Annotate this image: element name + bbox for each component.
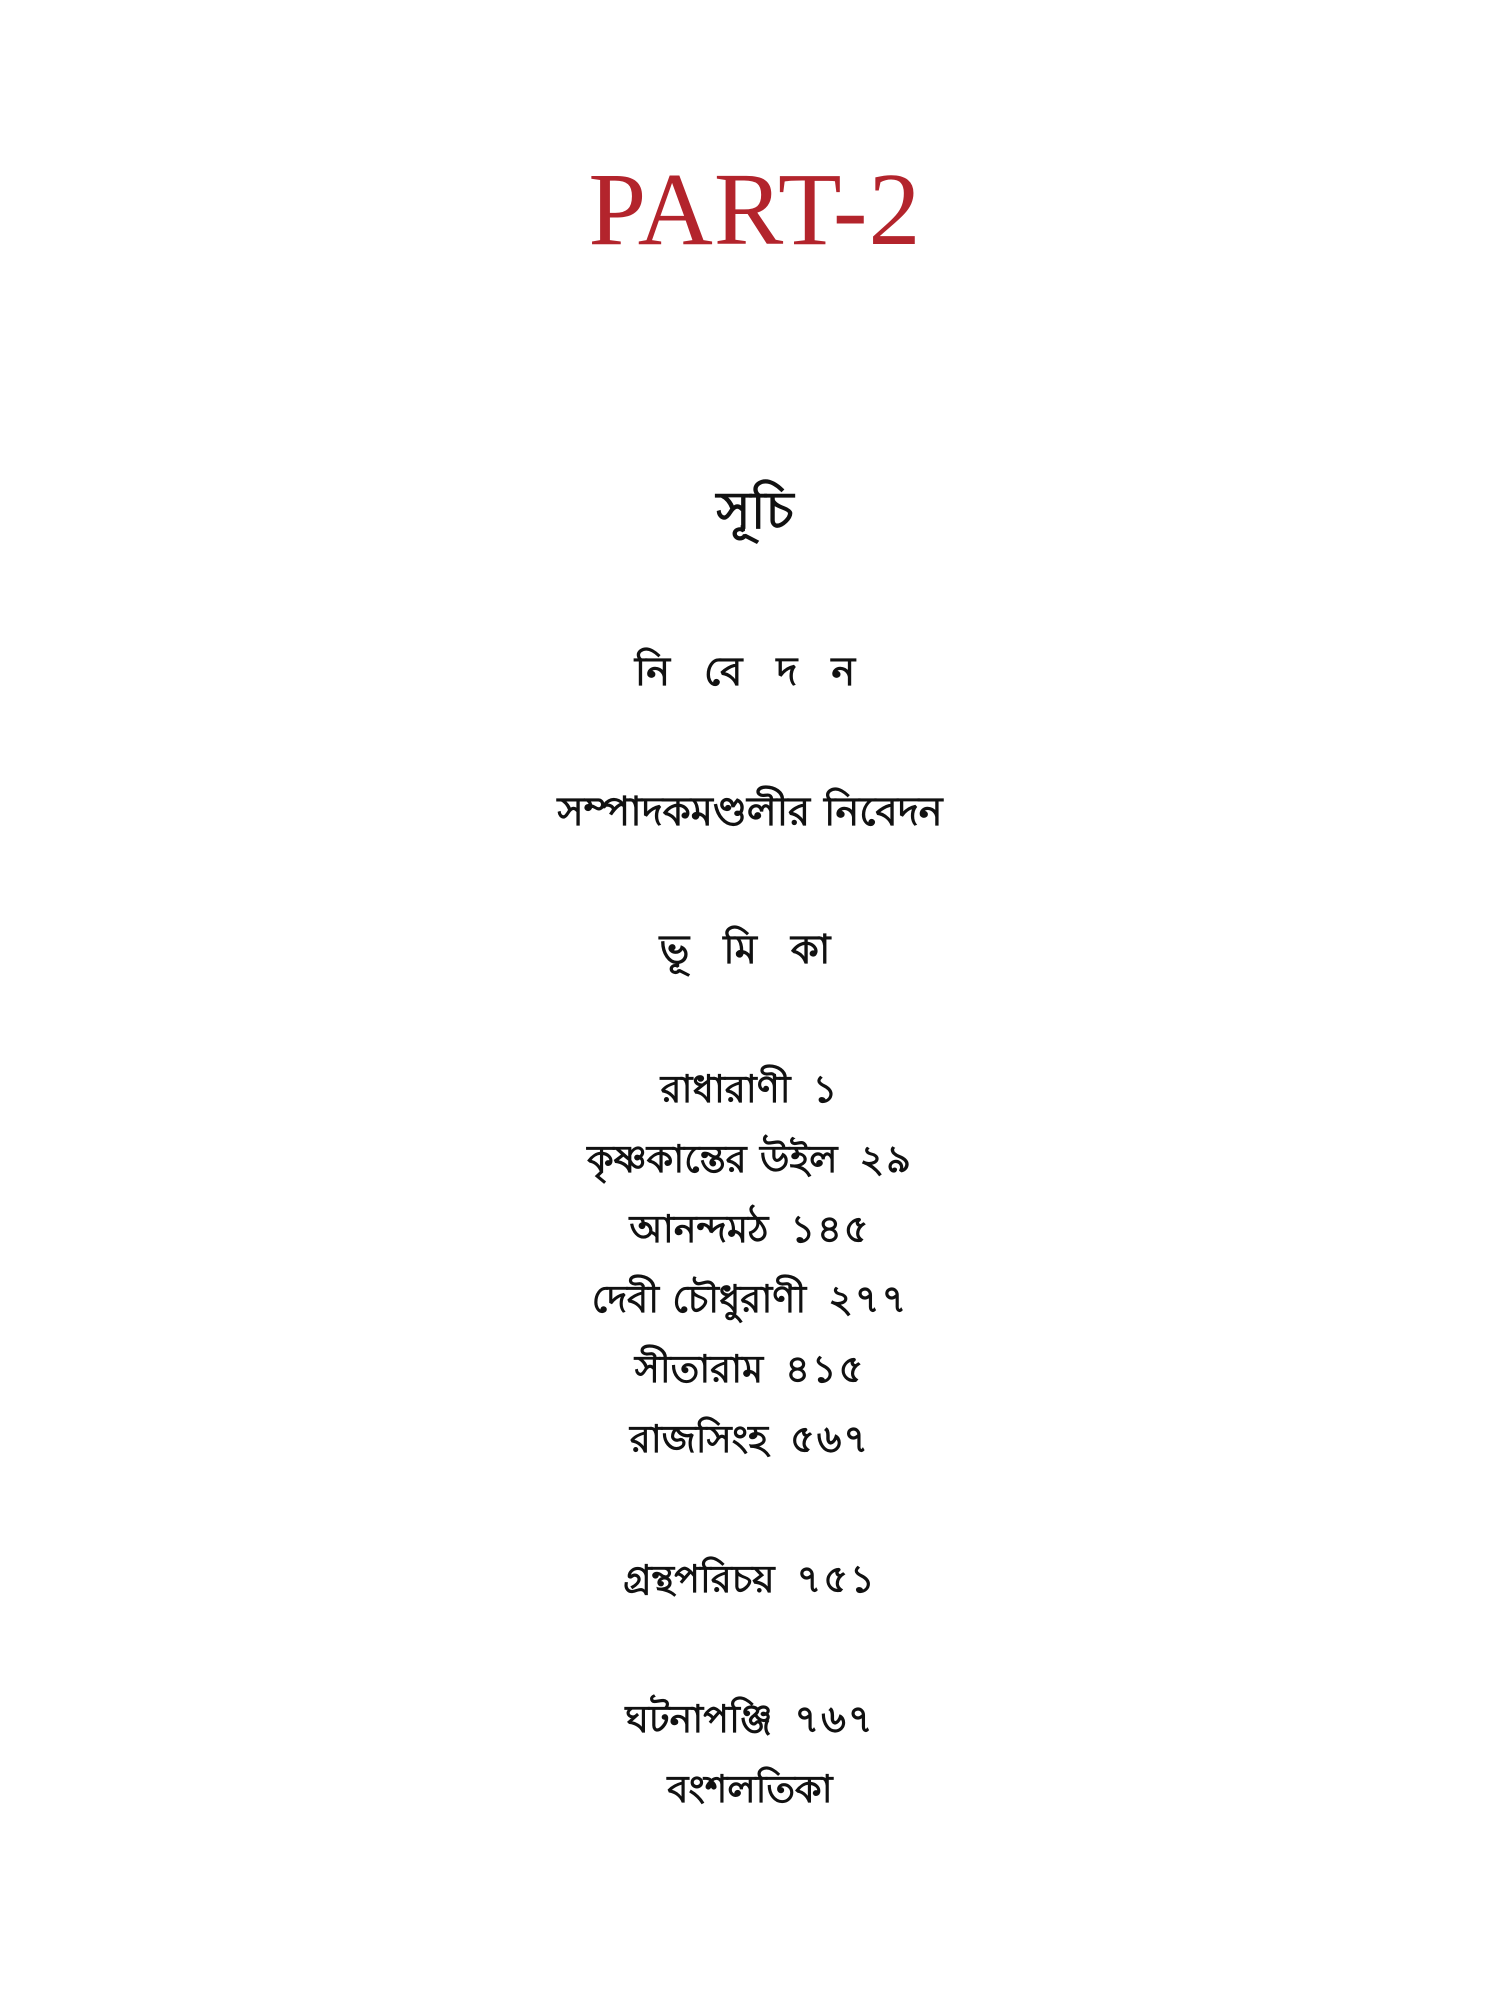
front-matter-introduction: ভূ মি কা — [659, 927, 841, 973]
toc-entry-title: রাধারাণী — [660, 1067, 791, 1111]
toc-entry-page: ২৭৭ — [828, 1277, 909, 1321]
toc-entry-title: কৃষ্ণকান্তের উইল — [587, 1137, 838, 1181]
toc-entry-title: দেবী চৌধুরাণী — [591, 1277, 807, 1321]
toc-entry-title: গ্রন্থপরিচয় — [623, 1557, 775, 1601]
toc-entry — [0, 1550, 1500, 1614]
toc-entry-title: বংশলতিকা — [667, 1767, 833, 1811]
front-matter-nibedan: নি বে দ ন — [634, 649, 866, 695]
toc-entry — [0, 1130, 1500, 1194]
toc-entry — [0, 1340, 1500, 1404]
toc-entry-page: ৪১৫ — [785, 1347, 866, 1391]
toc-entry-title: রাজসিংহ — [629, 1417, 769, 1461]
toc-entry — [0, 1270, 1500, 1334]
toc-entry-title: আনন্দমঠ — [629, 1207, 769, 1251]
toc-entry — [0, 1200, 1500, 1264]
contents-heading: সূচি — [716, 481, 794, 541]
toc-entry — [0, 1060, 1500, 1124]
toc-entry — [0, 1760, 1500, 1824]
toc-entry — [0, 1410, 1500, 1474]
toc-entry-page: ১৪৫ — [790, 1207, 871, 1251]
toc-entry-title: ঘটনাপঞ্জি — [625, 1697, 773, 1741]
toc-entry-page: ৫৬৭ — [790, 1417, 871, 1461]
toc-entry-page: ২৯ — [859, 1137, 913, 1181]
toc-entry — [0, 1690, 1500, 1754]
front-matter-editors-note: সম্পাদকমণ্ডলীর নিবেদন — [557, 789, 943, 835]
toc-entry-page: ১ — [812, 1067, 840, 1111]
toc-entry-page: ৭৬৭ — [794, 1697, 875, 1741]
toc-entry-page: ৭৫১ — [796, 1557, 877, 1601]
part-title: PART-2 — [588, 152, 922, 267]
toc-entry-title: সীতারাম — [634, 1347, 764, 1391]
